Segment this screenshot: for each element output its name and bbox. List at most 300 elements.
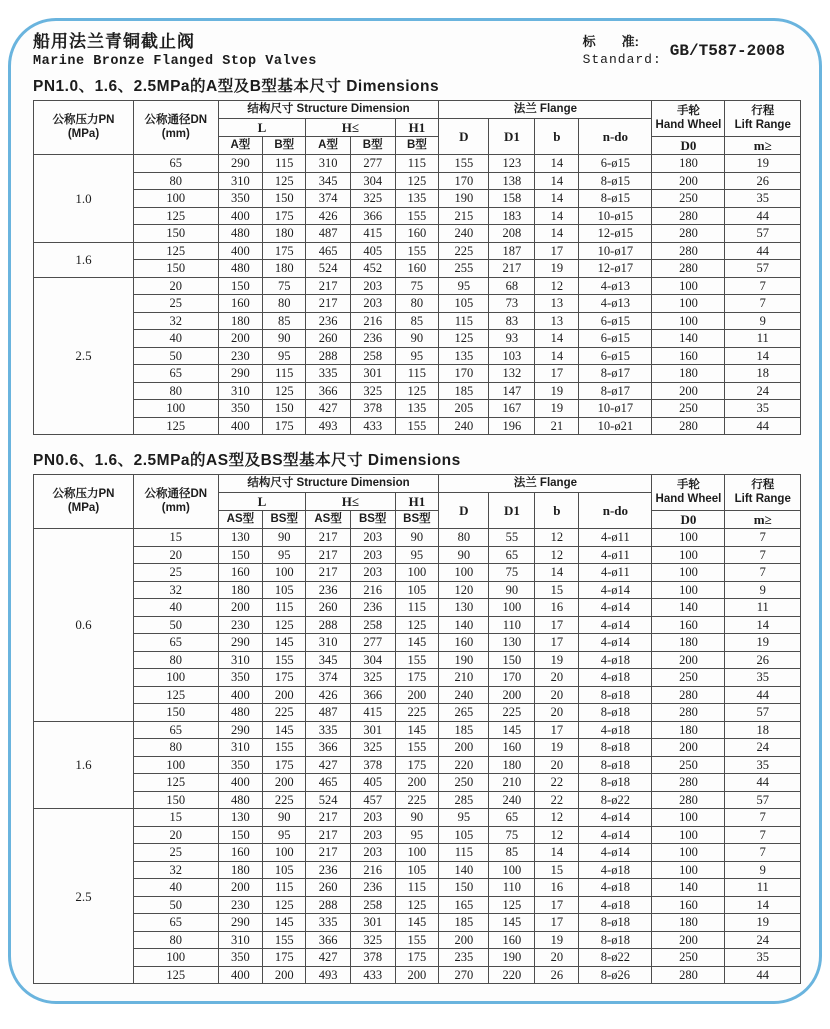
data-cell: 236 bbox=[306, 581, 351, 599]
data-cell: 250 bbox=[652, 756, 725, 774]
table-row bbox=[34, 400, 801, 418]
dn-cell: 20 bbox=[134, 826, 219, 844]
table-row bbox=[34, 721, 801, 739]
data-cell: 4-ø14 bbox=[579, 809, 652, 827]
data-cell: 135 bbox=[395, 400, 439, 418]
data-cell: 200 bbox=[652, 172, 725, 190]
data-cell: 160 bbox=[489, 739, 535, 757]
data-cell: 90 bbox=[263, 809, 306, 827]
header-n-do: n-do bbox=[579, 119, 652, 155]
data-cell: 12 bbox=[535, 546, 579, 564]
data-cell: 350 bbox=[218, 669, 263, 687]
data-cell: 8-ø17 bbox=[579, 365, 652, 383]
data-cell: 280 bbox=[652, 704, 725, 722]
data-cell: 19 bbox=[535, 739, 579, 757]
data-cell: 100 bbox=[263, 844, 306, 862]
data-cell: 8-ø18 bbox=[579, 756, 652, 774]
data-cell: 18 bbox=[725, 721, 801, 739]
data-cell: 20 bbox=[535, 756, 579, 774]
data-cell: 255 bbox=[439, 260, 489, 278]
data-cell: 44 bbox=[725, 207, 801, 225]
data-cell: 12 bbox=[535, 826, 579, 844]
data-cell: 95 bbox=[395, 546, 439, 564]
data-cell: 374 bbox=[306, 669, 351, 687]
data-cell: 200 bbox=[395, 966, 439, 984]
data-cell: 14 bbox=[535, 172, 579, 190]
section1-title: PN1.0、1.6、2.5MPa的A型及B型基本尺寸 Dimensions bbox=[33, 78, 440, 95]
data-cell: 17 bbox=[535, 634, 579, 652]
data-cell: 14 bbox=[535, 190, 579, 208]
data-cell: 225 bbox=[263, 704, 306, 722]
data-cell: 480 bbox=[218, 704, 263, 722]
data-cell: 8-ø18 bbox=[579, 686, 652, 704]
header-d1: D1 bbox=[489, 119, 535, 155]
data-cell: 26 bbox=[725, 651, 801, 669]
data-cell: 11 bbox=[725, 879, 801, 897]
data-cell: 203 bbox=[350, 546, 395, 564]
data-cell: 115 bbox=[263, 365, 306, 383]
data-cell: 57 bbox=[725, 260, 801, 278]
data-cell: 100 bbox=[652, 861, 725, 879]
data-cell: 400 bbox=[218, 242, 263, 260]
data-cell: 100 bbox=[395, 844, 439, 862]
table-row bbox=[34, 242, 801, 260]
data-cell: 120 bbox=[439, 581, 489, 599]
data-cell: 8-ø15 bbox=[579, 190, 652, 208]
data-cell: 400 bbox=[218, 966, 263, 984]
table-row bbox=[34, 330, 801, 348]
data-cell: 155 bbox=[395, 207, 439, 225]
data-cell: 200 bbox=[652, 739, 725, 757]
data-cell: 14 bbox=[535, 207, 579, 225]
data-cell: 215 bbox=[439, 207, 489, 225]
data-cell: 427 bbox=[306, 949, 351, 967]
data-cell: 4-ø14 bbox=[579, 581, 652, 599]
data-cell: 258 bbox=[350, 896, 395, 914]
data-cell: 225 bbox=[263, 791, 306, 809]
data-cell: 55 bbox=[489, 529, 535, 547]
data-cell: 11 bbox=[725, 599, 801, 617]
pressure-group-cell: 2.5 bbox=[34, 277, 134, 435]
data-cell: 216 bbox=[350, 312, 395, 330]
data-cell: 200 bbox=[652, 382, 725, 400]
data-cell: 150 bbox=[218, 546, 263, 564]
data-cell: 145 bbox=[395, 634, 439, 652]
pressure-group-cell: 1.0 bbox=[34, 155, 134, 243]
data-cell: 190 bbox=[439, 651, 489, 669]
data-cell: 175 bbox=[263, 949, 306, 967]
document-title-cn: 船用法兰青铜截止阀 bbox=[33, 32, 195, 51]
data-cell: 9 bbox=[725, 861, 801, 879]
data-cell: 35 bbox=[725, 949, 801, 967]
data-cell: 217 bbox=[306, 809, 351, 827]
data-cell: 10-ø15 bbox=[579, 207, 652, 225]
data-cell: 4-ø13 bbox=[579, 277, 652, 295]
data-cell: 100 bbox=[652, 564, 725, 582]
data-cell: 35 bbox=[725, 190, 801, 208]
data-cell: 335 bbox=[306, 365, 351, 383]
data-cell: 6-ø15 bbox=[579, 347, 652, 365]
data-cell: 200 bbox=[218, 879, 263, 897]
data-cell: 405 bbox=[350, 242, 395, 260]
data-cell: 10-ø17 bbox=[579, 400, 652, 418]
header-d: D bbox=[439, 493, 489, 529]
data-cell: 480 bbox=[218, 260, 263, 278]
data-cell: 145 bbox=[263, 721, 306, 739]
data-cell: 7 bbox=[725, 295, 801, 313]
data-cell: 44 bbox=[725, 686, 801, 704]
data-cell: 140 bbox=[652, 599, 725, 617]
data-cell: 350 bbox=[218, 949, 263, 967]
data-cell: 35 bbox=[725, 756, 801, 774]
data-cell: 12-ø17 bbox=[579, 260, 652, 278]
data-cell: 24 bbox=[725, 382, 801, 400]
data-cell: 7 bbox=[725, 277, 801, 295]
data-cell: 487 bbox=[306, 704, 351, 722]
header-lift-range: 行程 Lift Range bbox=[725, 101, 801, 137]
table-row bbox=[34, 774, 801, 792]
data-cell: 85 bbox=[263, 312, 306, 330]
data-cell: 17 bbox=[535, 896, 579, 914]
dimensions-table-a-b bbox=[33, 100, 801, 435]
data-cell: 125 bbox=[395, 172, 439, 190]
table-row bbox=[34, 879, 801, 897]
dn-cell: 125 bbox=[134, 686, 219, 704]
data-cell: 140 bbox=[652, 330, 725, 348]
data-cell: 115 bbox=[439, 844, 489, 862]
data-cell: 95 bbox=[439, 277, 489, 295]
data-cell: 145 bbox=[489, 914, 535, 932]
data-cell: 125 bbox=[263, 616, 306, 634]
data-cell: 487 bbox=[306, 225, 351, 243]
data-cell: 160 bbox=[652, 616, 725, 634]
data-cell: 225 bbox=[439, 242, 489, 260]
data-cell: 240 bbox=[489, 791, 535, 809]
data-cell: 75 bbox=[489, 564, 535, 582]
data-cell: 217 bbox=[306, 295, 351, 313]
data-cell: 200 bbox=[263, 774, 306, 792]
data-cell: 4-ø18 bbox=[579, 669, 652, 687]
data-cell: 288 bbox=[306, 616, 351, 634]
table-row bbox=[34, 844, 801, 862]
dn-cell: 125 bbox=[134, 417, 219, 435]
data-cell: 280 bbox=[652, 966, 725, 984]
data-cell: 280 bbox=[652, 774, 725, 792]
data-cell: 110 bbox=[489, 879, 535, 897]
data-cell: 203 bbox=[350, 844, 395, 862]
data-cell: 225 bbox=[489, 704, 535, 722]
data-cell: 7 bbox=[725, 529, 801, 547]
data-cell: 277 bbox=[350, 155, 395, 173]
data-cell: 19 bbox=[535, 400, 579, 418]
section2-title: PN0.6、1.6、2.5MPa的AS型及BS型基本尺寸 Dimensions bbox=[33, 452, 461, 469]
data-cell: 17 bbox=[535, 721, 579, 739]
data-cell: 100 bbox=[652, 844, 725, 862]
data-cell: 160 bbox=[218, 844, 263, 862]
dn-cell: 32 bbox=[134, 581, 219, 599]
data-cell: 57 bbox=[725, 225, 801, 243]
data-cell: 160 bbox=[439, 634, 489, 652]
data-cell: 180 bbox=[652, 721, 725, 739]
dn-cell: 100 bbox=[134, 190, 219, 208]
data-cell: 175 bbox=[395, 669, 439, 687]
data-cell: 95 bbox=[263, 347, 306, 365]
data-cell: 44 bbox=[725, 774, 801, 792]
table-row bbox=[34, 634, 801, 652]
header-n-do: n-do bbox=[579, 493, 652, 529]
data-cell: 16 bbox=[535, 599, 579, 617]
data-cell: 100 bbox=[263, 564, 306, 582]
document-header bbox=[33, 27, 799, 69]
table-row bbox=[34, 861, 801, 879]
data-cell: 290 bbox=[218, 634, 263, 652]
data-cell: 115 bbox=[263, 599, 306, 617]
data-cell: 480 bbox=[218, 791, 263, 809]
data-cell: 15 bbox=[535, 581, 579, 599]
data-cell: 220 bbox=[439, 756, 489, 774]
data-cell: 105 bbox=[395, 581, 439, 599]
data-cell: 57 bbox=[725, 791, 801, 809]
data-cell: 145 bbox=[395, 914, 439, 932]
data-cell: 83 bbox=[489, 312, 535, 330]
data-cell: 44 bbox=[725, 966, 801, 984]
data-cell: 187 bbox=[489, 242, 535, 260]
data-cell: 44 bbox=[725, 417, 801, 435]
header-l: L bbox=[218, 119, 306, 137]
data-cell: 26 bbox=[535, 966, 579, 984]
data-cell: 304 bbox=[350, 172, 395, 190]
header-b: b bbox=[535, 493, 579, 529]
data-cell: 158 bbox=[489, 190, 535, 208]
table-row bbox=[34, 529, 801, 547]
data-cell: 155 bbox=[439, 155, 489, 173]
header-d1: D1 bbox=[489, 493, 535, 529]
data-cell: 378 bbox=[350, 949, 395, 967]
standard-label-cn: 标 准: bbox=[582, 34, 639, 49]
data-cell: 145 bbox=[263, 634, 306, 652]
data-cell: 180 bbox=[218, 861, 263, 879]
header-d: D bbox=[439, 119, 489, 155]
data-cell: 270 bbox=[439, 966, 489, 984]
header-subtype: AS型 bbox=[218, 511, 263, 529]
data-cell: 280 bbox=[652, 417, 725, 435]
header-subtype: A型 bbox=[218, 137, 263, 155]
data-cell: 21 bbox=[535, 417, 579, 435]
data-cell: 19 bbox=[535, 260, 579, 278]
table-row bbox=[34, 931, 801, 949]
header-h: H≤ bbox=[306, 119, 395, 137]
data-cell: 14 bbox=[535, 225, 579, 243]
data-cell: 203 bbox=[350, 277, 395, 295]
data-cell: 90 bbox=[489, 581, 535, 599]
data-cell: 203 bbox=[350, 826, 395, 844]
data-cell: 95 bbox=[395, 826, 439, 844]
data-cell: 6-ø15 bbox=[579, 155, 652, 173]
dn-cell: 25 bbox=[134, 564, 219, 582]
data-cell: 310 bbox=[306, 634, 351, 652]
data-cell: 115 bbox=[395, 599, 439, 617]
data-cell: 95 bbox=[439, 809, 489, 827]
data-cell: 12 bbox=[535, 809, 579, 827]
data-cell: 4-ø14 bbox=[579, 616, 652, 634]
data-cell: 236 bbox=[306, 861, 351, 879]
data-cell: 100 bbox=[489, 599, 535, 617]
dn-cell: 80 bbox=[134, 172, 219, 190]
data-cell: 155 bbox=[263, 651, 306, 669]
data-cell: 90 bbox=[395, 529, 439, 547]
dn-cell: 25 bbox=[134, 844, 219, 862]
data-cell: 140 bbox=[439, 616, 489, 634]
data-cell: 4-ø11 bbox=[579, 546, 652, 564]
data-cell: 4-ø14 bbox=[579, 599, 652, 617]
data-cell: 203 bbox=[350, 564, 395, 582]
data-cell: 100 bbox=[439, 564, 489, 582]
header-dn: 公称通径DN (mm) bbox=[134, 475, 219, 529]
data-cell: 8-ø22 bbox=[579, 791, 652, 809]
data-cell: 217 bbox=[306, 546, 351, 564]
document-card bbox=[8, 18, 822, 1004]
data-cell: 175 bbox=[263, 417, 306, 435]
table-row bbox=[34, 295, 801, 313]
data-cell: 4-ø11 bbox=[579, 564, 652, 582]
data-cell: 125 bbox=[263, 172, 306, 190]
data-cell: 217 bbox=[306, 826, 351, 844]
data-cell: 17 bbox=[535, 242, 579, 260]
data-cell: 8-ø18 bbox=[579, 774, 652, 792]
data-cell: 19 bbox=[535, 651, 579, 669]
header-flange: 法兰 Flange bbox=[439, 475, 652, 493]
data-cell: 427 bbox=[306, 400, 351, 418]
data-cell: 220 bbox=[489, 966, 535, 984]
data-cell: 155 bbox=[263, 739, 306, 757]
data-cell: 125 bbox=[489, 896, 535, 914]
data-cell: 7 bbox=[725, 546, 801, 564]
standard-label-en: Standard: bbox=[582, 51, 662, 67]
data-cell: 90 bbox=[395, 809, 439, 827]
data-cell: 93 bbox=[489, 330, 535, 348]
data-cell: 19 bbox=[535, 931, 579, 949]
data-cell: 14 bbox=[535, 330, 579, 348]
table-row bbox=[34, 347, 801, 365]
data-cell: 35 bbox=[725, 400, 801, 418]
data-cell: 290 bbox=[218, 365, 263, 383]
table-row bbox=[34, 564, 801, 582]
data-cell: 200 bbox=[439, 931, 489, 949]
data-cell: 132 bbox=[489, 365, 535, 383]
data-cell: 145 bbox=[395, 721, 439, 739]
data-cell: 260 bbox=[306, 879, 351, 897]
data-cell: 250 bbox=[652, 669, 725, 687]
dn-cell: 65 bbox=[134, 155, 219, 173]
data-cell: 236 bbox=[306, 312, 351, 330]
data-cell: 115 bbox=[263, 879, 306, 897]
data-cell: 185 bbox=[439, 914, 489, 932]
data-cell: 180 bbox=[489, 756, 535, 774]
data-cell: 17 bbox=[535, 914, 579, 932]
data-cell: 100 bbox=[652, 581, 725, 599]
data-cell: 400 bbox=[218, 686, 263, 704]
data-cell: 288 bbox=[306, 896, 351, 914]
data-cell: 100 bbox=[652, 809, 725, 827]
table-row bbox=[34, 669, 801, 687]
data-cell: 8-ø15 bbox=[579, 172, 652, 190]
data-cell: 65 bbox=[489, 809, 535, 827]
data-cell: 160 bbox=[489, 931, 535, 949]
data-cell: 115 bbox=[395, 879, 439, 897]
dn-cell: 40 bbox=[134, 879, 219, 897]
header-subtype: BS型 bbox=[263, 511, 306, 529]
data-cell: 150 bbox=[439, 879, 489, 897]
data-cell: 378 bbox=[350, 756, 395, 774]
data-cell: 150 bbox=[218, 826, 263, 844]
data-cell: 44 bbox=[725, 242, 801, 260]
data-cell: 200 bbox=[395, 686, 439, 704]
data-cell: 160 bbox=[218, 564, 263, 582]
data-cell: 366 bbox=[306, 931, 351, 949]
header-l: L bbox=[218, 493, 306, 511]
table-row bbox=[34, 896, 801, 914]
data-cell: 304 bbox=[350, 651, 395, 669]
data-cell: 90 bbox=[263, 529, 306, 547]
data-cell: 8-ø18 bbox=[579, 739, 652, 757]
data-cell: 258 bbox=[350, 347, 395, 365]
data-cell: 288 bbox=[306, 347, 351, 365]
data-cell: 185 bbox=[439, 382, 489, 400]
data-cell: 524 bbox=[306, 791, 351, 809]
header-subtype: B型 bbox=[263, 137, 306, 155]
table-row bbox=[34, 686, 801, 704]
data-cell: 290 bbox=[218, 155, 263, 173]
data-cell: 180 bbox=[652, 365, 725, 383]
data-cell: 90 bbox=[263, 330, 306, 348]
data-cell: 175 bbox=[263, 756, 306, 774]
data-cell: 210 bbox=[439, 669, 489, 687]
data-cell: 80 bbox=[439, 529, 489, 547]
dn-cell: 150 bbox=[134, 704, 219, 722]
data-cell: 65 bbox=[489, 546, 535, 564]
header-subtype: BS型 bbox=[395, 511, 439, 529]
data-cell: 90 bbox=[395, 330, 439, 348]
pressure-group-cell: 1.6 bbox=[34, 242, 134, 277]
dn-cell: 80 bbox=[134, 651, 219, 669]
data-cell: 160 bbox=[395, 260, 439, 278]
data-cell: 17 bbox=[535, 616, 579, 634]
data-cell: 217 bbox=[306, 277, 351, 295]
dn-cell: 80 bbox=[134, 931, 219, 949]
data-cell: 14 bbox=[725, 347, 801, 365]
data-cell: 125 bbox=[263, 896, 306, 914]
data-cell: 123 bbox=[489, 155, 535, 173]
dn-cell: 50 bbox=[134, 896, 219, 914]
data-cell: 457 bbox=[350, 791, 395, 809]
dimensions-table-as-bs bbox=[33, 474, 801, 984]
header-m: m≥ bbox=[725, 137, 801, 155]
data-cell: 366 bbox=[350, 207, 395, 225]
data-cell: 280 bbox=[652, 207, 725, 225]
data-cell: 8-ø18 bbox=[579, 931, 652, 949]
data-cell: 310 bbox=[306, 155, 351, 173]
data-cell: 19 bbox=[725, 634, 801, 652]
data-cell: 155 bbox=[395, 417, 439, 435]
data-cell: 7 bbox=[725, 826, 801, 844]
table-row bbox=[34, 190, 801, 208]
data-cell: 180 bbox=[218, 312, 263, 330]
data-cell: 426 bbox=[306, 207, 351, 225]
data-cell: 155 bbox=[263, 931, 306, 949]
data-cell: 95 bbox=[263, 546, 306, 564]
data-cell: 170 bbox=[489, 669, 535, 687]
data-cell: 378 bbox=[350, 400, 395, 418]
